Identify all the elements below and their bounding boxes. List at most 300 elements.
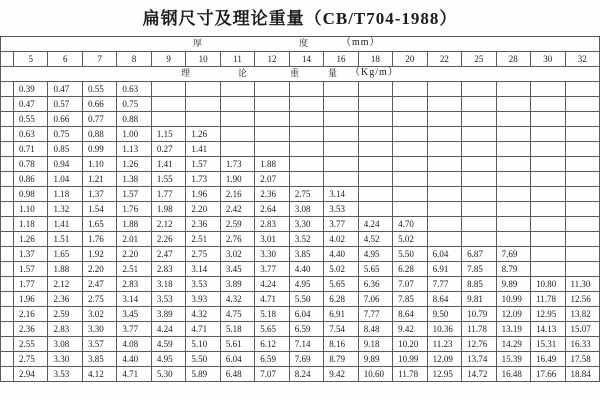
weight-cell: 0.94	[48, 157, 82, 172]
weight-cell: 3.53	[151, 292, 185, 307]
weight-cell: 3.30	[255, 247, 289, 262]
weight-cell: 17.66	[531, 367, 565, 382]
weight-cell	[289, 82, 323, 97]
weight-cell: 11.78	[531, 292, 565, 307]
weight-unit-label: （Kg/m）	[350, 67, 399, 78]
weight-cell: 15.31	[531, 337, 565, 352]
weight-cell: 1.18	[14, 217, 48, 232]
weight-cell: 2.76	[220, 232, 254, 247]
table-row	[1, 292, 600, 307]
weight-cell	[358, 97, 392, 112]
row-stub-cell	[1, 352, 14, 367]
weight-cell: 4.59	[151, 337, 185, 352]
weight-cell	[565, 97, 600, 112]
weight-cell	[324, 127, 358, 142]
weight-cell	[427, 217, 461, 232]
table-row	[1, 112, 600, 127]
weight-cell	[496, 82, 530, 97]
weight-cell: 1.96	[14, 292, 48, 307]
thickness-col-header: 10	[186, 52, 220, 67]
stub-header-cell	[1, 52, 14, 67]
weight-cell: 6.91	[427, 262, 461, 277]
weight-cell: 3.18	[151, 277, 185, 292]
weight-cell: 2.51	[117, 262, 151, 277]
weight-cell: 2.12	[151, 217, 185, 232]
table-row	[1, 97, 600, 112]
weight-cell: 7.69	[289, 352, 323, 367]
weight-cell: 0.47	[48, 82, 82, 97]
weight-cell: 10.99	[393, 352, 427, 367]
weight-cell: 14.29	[496, 337, 530, 352]
weight-cell: 12.56	[565, 292, 600, 307]
weight-cell: 4.95	[289, 277, 323, 292]
table-row	[1, 82, 600, 97]
weight-cell	[531, 97, 565, 112]
weight-cell	[393, 187, 427, 202]
weight-cell: 0.66	[48, 112, 82, 127]
weight-cell	[255, 112, 289, 127]
row-stub-cell	[1, 262, 14, 277]
weight-cell: 14.13	[531, 322, 565, 337]
weight-cell: 1.26	[117, 157, 151, 172]
weight-cell: 1.57	[14, 262, 48, 277]
weight-cell: 3.77	[324, 217, 358, 232]
thickness-columns-row	[1, 52, 600, 67]
weight-cell: 3.02	[220, 247, 254, 262]
weight-cell: 0.77	[82, 112, 116, 127]
weight-cell	[393, 142, 427, 157]
weight-cell: 11.78	[462, 322, 496, 337]
weight-cell	[427, 82, 461, 97]
thickness-label-right: 度	[299, 38, 309, 48]
thickness-col-header: 12	[255, 52, 289, 67]
row-stub-cell	[1, 232, 14, 247]
weight-cell	[427, 127, 461, 142]
weight-cell	[324, 157, 358, 172]
weight-cell: 7.54	[324, 322, 358, 337]
weight-cell: 1.76	[117, 202, 151, 217]
thickness-col-header: 25	[462, 52, 496, 67]
weight-cell: 0.78	[14, 157, 48, 172]
weight-cell: 5.50	[289, 292, 323, 307]
weight-cell	[462, 202, 496, 217]
weight-cell	[186, 112, 220, 127]
weight-cell	[496, 217, 530, 232]
weight-cell	[496, 187, 530, 202]
weight-cell: 6.36	[358, 277, 392, 292]
weight-cell: 11.23	[427, 337, 461, 352]
weight-cell: 5.89	[186, 367, 220, 382]
weight-cell: 2.01	[117, 232, 151, 247]
weight-cell: 11.78	[393, 367, 427, 382]
weight-cell: 1.90	[220, 172, 254, 187]
weight-cell: 3.30	[82, 322, 116, 337]
weight-cell	[565, 262, 600, 277]
weight-cell: 3.30	[289, 217, 323, 232]
weight-cell: 1.32	[48, 202, 82, 217]
weight-cell: 3.89	[220, 277, 254, 292]
weight-cell: 1.98	[151, 202, 185, 217]
weight-cell	[393, 112, 427, 127]
weight-band-row	[1, 67, 600, 82]
weight-cell: 16.48	[496, 367, 530, 382]
weight-cell	[496, 97, 530, 112]
weight-band-cell	[1, 67, 600, 82]
weight-cell	[531, 202, 565, 217]
weight-cell	[462, 127, 496, 142]
weight-cell: 5.10	[186, 337, 220, 352]
weight-cell: 1.76	[82, 232, 116, 247]
weight-cell: 4.71	[186, 322, 220, 337]
weight-cell: 2.75	[14, 352, 48, 367]
weight-cell: 4.40	[289, 262, 323, 277]
row-stub-cell	[1, 127, 14, 142]
thickness-col-header: 16	[324, 52, 358, 67]
weight-cell: 13.74	[462, 352, 496, 367]
weight-cell	[324, 112, 358, 127]
weight-cell: 3.93	[186, 292, 220, 307]
weight-cell: 1.77	[14, 277, 48, 292]
weight-cell: 1.57	[186, 157, 220, 172]
weight-cell: 4.75	[220, 307, 254, 322]
weight-cell: 2.83	[48, 322, 82, 337]
row-stub-cell	[1, 97, 14, 112]
weight-cell: 1.10	[14, 202, 48, 217]
weight-cell: 4.95	[358, 247, 392, 262]
weight-cell: 4.02	[324, 232, 358, 247]
table-row	[1, 337, 600, 352]
thickness-col-header: 11	[220, 52, 254, 67]
weight-cell: 9.42	[324, 367, 358, 382]
weight-cell: 3.08	[48, 337, 82, 352]
weight-cell: 6.87	[462, 247, 496, 262]
weight-cell	[531, 82, 565, 97]
weight-cell: 3.53	[186, 277, 220, 292]
weight-cell: 10.80	[531, 277, 565, 292]
weight-cell: 3.77	[255, 262, 289, 277]
weight-cell	[531, 232, 565, 247]
weight-cell	[496, 172, 530, 187]
weight-cell: 7.77	[358, 307, 392, 322]
weight-cell: 3.01	[255, 232, 289, 247]
weight-cell: 0.98	[14, 187, 48, 202]
weight-cell: 8.48	[358, 322, 392, 337]
weight-cell: 1.00	[117, 127, 151, 142]
weight-cell: 4.40	[117, 352, 151, 367]
weight-cell: 3.14	[186, 262, 220, 277]
table-row	[1, 202, 600, 217]
table-row	[1, 187, 600, 202]
weight-cell: 3.53	[48, 367, 82, 382]
weight-cell: 7.14	[289, 337, 323, 352]
weight-cell: 2.20	[82, 262, 116, 277]
weight-cell	[565, 187, 600, 202]
weight-cell	[289, 142, 323, 157]
weight-cell: 4.52	[358, 232, 392, 247]
weight-cell	[393, 202, 427, 217]
weight-cell: 0.88	[82, 127, 116, 142]
row-stub-cell	[1, 307, 14, 322]
weight-cell: 3.52	[289, 232, 323, 247]
weight-cell	[358, 112, 392, 127]
weight-cell: 1.96	[186, 187, 220, 202]
thickness-col-header: 14	[289, 52, 323, 67]
weight-cell: 0.75	[117, 97, 151, 112]
weight-label-3: 重	[290, 68, 300, 78]
row-stub-cell	[1, 217, 14, 232]
table-row	[1, 142, 600, 157]
weight-cell	[531, 127, 565, 142]
weight-cell: 3.30	[48, 352, 82, 367]
weight-cell	[565, 157, 600, 172]
weight-cell: 1.10	[82, 157, 116, 172]
weight-cell: 2.36	[14, 322, 48, 337]
weight-cell: 3.45	[220, 262, 254, 277]
weight-cell	[427, 157, 461, 172]
table-row	[1, 172, 600, 187]
weight-cell: 6.12	[255, 337, 289, 352]
weight-cell: 1.92	[82, 247, 116, 262]
weight-cell	[151, 112, 185, 127]
weight-cell	[462, 142, 496, 157]
table-body	[1, 82, 600, 382]
weight-cell	[531, 142, 565, 157]
weight-cell: 1.55	[151, 172, 185, 187]
weight-cell	[496, 142, 530, 157]
weight-cell: 2.59	[48, 307, 82, 322]
thickness-label-left: 厚	[193, 38, 203, 48]
table-row	[1, 127, 600, 142]
weight-cell	[324, 97, 358, 112]
weight-cell	[255, 97, 289, 112]
weight-cell: 6.59	[255, 352, 289, 367]
weight-cell: 9.50	[427, 307, 461, 322]
weight-cell: 7.07	[393, 277, 427, 292]
weight-cell: 2.42	[220, 202, 254, 217]
weight-cell	[393, 97, 427, 112]
weight-cell: 6.28	[324, 292, 358, 307]
weight-cell	[496, 202, 530, 217]
page-title: 扁钢尺寸及理论重量（CB/T704-1988）	[142, 9, 458, 28]
thickness-band-cell	[1, 37, 600, 52]
weight-cell	[324, 82, 358, 97]
weight-cell: 4.24	[151, 322, 185, 337]
weight-cell	[531, 157, 565, 172]
weight-cell	[565, 112, 600, 127]
weight-cell: 9.42	[393, 322, 427, 337]
table-header	[1, 37, 600, 82]
weight-cell	[358, 127, 392, 142]
weight-cell: 0.88	[117, 112, 151, 127]
weight-cell: 7.06	[358, 292, 392, 307]
weight-cell: 2.75	[289, 187, 323, 202]
weight-cell	[531, 262, 565, 277]
weight-cell: 5.50	[186, 352, 220, 367]
weight-cell: 8.64	[393, 307, 427, 322]
weight-cell: 1.38	[117, 172, 151, 187]
weight-cell	[565, 127, 600, 142]
weight-cell: 1.41	[151, 157, 185, 172]
weight-cell	[496, 232, 530, 247]
weight-cell	[531, 112, 565, 127]
weight-cell	[531, 217, 565, 232]
row-stub-cell	[1, 337, 14, 352]
weight-cell: 13.82	[565, 307, 600, 322]
weight-cell: 2.83	[151, 262, 185, 277]
weight-cell: 4.32	[186, 307, 220, 322]
weight-cell: 0.39	[14, 82, 48, 97]
thickness-col-header: 9	[151, 52, 185, 67]
weight-cell	[462, 157, 496, 172]
weight-cell: 0.71	[14, 142, 48, 157]
weight-cell: 12.09	[427, 352, 461, 367]
thickness-col-header: 20	[393, 52, 427, 67]
table-row	[1, 367, 600, 382]
weight-cell: 1.26	[186, 127, 220, 142]
weight-cell: 0.75	[48, 127, 82, 142]
weight-cell: 1.21	[82, 172, 116, 187]
row-stub-cell	[1, 187, 14, 202]
weight-cell	[220, 112, 254, 127]
weight-cell: 2.36	[48, 292, 82, 307]
weight-cell: 10.99	[496, 292, 530, 307]
weight-cell: 2.55	[14, 337, 48, 352]
row-stub-cell	[1, 82, 14, 97]
weight-cell: 3.14	[324, 187, 358, 202]
weight-cell	[427, 97, 461, 112]
weight-cell	[358, 187, 392, 202]
weight-cell	[462, 172, 496, 187]
weight-cell	[531, 247, 565, 262]
weight-cell	[289, 97, 323, 112]
weight-cell	[151, 97, 185, 112]
weight-cell	[255, 142, 289, 157]
weight-cell: 2.36	[186, 217, 220, 232]
weight-cell	[462, 97, 496, 112]
weight-cell: 12.95	[531, 307, 565, 322]
table-row	[1, 352, 600, 367]
weight-cell: 4.70	[393, 217, 427, 232]
weight-cell: 2.12	[48, 277, 82, 292]
weight-cell: 2.16	[220, 187, 254, 202]
weight-cell: 6.91	[324, 307, 358, 322]
weight-cell	[358, 157, 392, 172]
table-row	[1, 157, 600, 172]
weight-cell: 16.49	[531, 352, 565, 367]
weight-cell: 2.64	[255, 202, 289, 217]
weight-cell	[462, 217, 496, 232]
weight-cell: 4.32	[220, 292, 254, 307]
weight-cell	[324, 172, 358, 187]
weight-cell: 4.95	[151, 352, 185, 367]
weight-cell: 1.57	[117, 187, 151, 202]
weight-cell: 8.64	[427, 292, 461, 307]
weight-cell: 17.58	[565, 352, 600, 367]
weight-cell: 1.65	[48, 247, 82, 262]
weight-cell	[255, 127, 289, 142]
weight-cell: 0.86	[14, 172, 48, 187]
weight-cell: 5.50	[393, 247, 427, 262]
weight-cell	[324, 142, 358, 157]
weight-cell: 4.71	[117, 367, 151, 382]
weight-cell: 5.30	[151, 367, 185, 382]
table-row	[1, 322, 600, 337]
table-row	[1, 277, 600, 292]
weight-cell	[565, 247, 600, 262]
weight-cell: 4.40	[324, 247, 358, 262]
table-row	[1, 307, 600, 322]
weight-cell: 0.27	[151, 142, 185, 157]
weight-cell	[427, 172, 461, 187]
weight-cell	[289, 157, 323, 172]
thickness-unit-label: （mm）	[341, 37, 381, 48]
weight-cell	[565, 172, 600, 187]
row-stub-cell	[1, 172, 14, 187]
weight-cell: 7.85	[393, 292, 427, 307]
weight-cell: 5.18	[220, 322, 254, 337]
weight-cell: 2.16	[14, 307, 48, 322]
weight-cell	[462, 112, 496, 127]
row-stub-cell	[1, 112, 14, 127]
weight-cell: 2.59	[220, 217, 254, 232]
weight-cell: 2.75	[82, 292, 116, 307]
weight-cell: 6.48	[220, 367, 254, 382]
weight-cell: 5.65	[358, 262, 392, 277]
weight-cell: 5.65	[255, 322, 289, 337]
weight-cell: 2.83	[255, 217, 289, 232]
weight-cell	[496, 127, 530, 142]
weight-cell: 0.63	[14, 127, 48, 142]
flat-steel-weight-table	[0, 36, 600, 382]
weight-cell: 1.15	[151, 127, 185, 142]
weight-cell: 5.02	[324, 262, 358, 277]
weight-cell: 5.61	[220, 337, 254, 352]
weight-cell	[462, 187, 496, 202]
weight-cell: 4.08	[117, 337, 151, 352]
weight-cell: 2.20	[186, 202, 220, 217]
weight-cell	[462, 82, 496, 97]
table-row	[1, 217, 600, 232]
thickness-col-header: 22	[427, 52, 461, 67]
weight-cell	[462, 232, 496, 247]
weight-cell: 2.36	[255, 187, 289, 202]
weight-cell: 8.79	[496, 262, 530, 277]
weight-cell: 2.51	[186, 232, 220, 247]
weight-cell	[496, 112, 530, 127]
weight-cell: 4.24	[358, 217, 392, 232]
weight-cell: 2.07	[255, 172, 289, 187]
weight-cell: 4.12	[82, 367, 116, 382]
weight-cell: 5.65	[324, 277, 358, 292]
weight-cell: 8.79	[324, 352, 358, 367]
weight-cell: 3.77	[117, 322, 151, 337]
weight-cell: 10.60	[358, 367, 392, 382]
row-stub-cell	[1, 142, 14, 157]
row-stub-cell	[1, 322, 14, 337]
weight-cell: 1.13	[117, 142, 151, 157]
weight-cell: 10.36	[427, 322, 461, 337]
weight-cell: 11.30	[565, 277, 600, 292]
weight-cell	[358, 142, 392, 157]
weight-cell: 2.94	[14, 367, 48, 382]
weight-cell: 5.02	[393, 232, 427, 247]
weight-cell: 12.95	[427, 367, 461, 382]
weight-cell	[393, 127, 427, 142]
weight-cell: 1.73	[220, 157, 254, 172]
thickness-col-header: 5	[14, 52, 48, 67]
weight-cell	[531, 187, 565, 202]
weight-cell: 9.18	[358, 337, 392, 352]
